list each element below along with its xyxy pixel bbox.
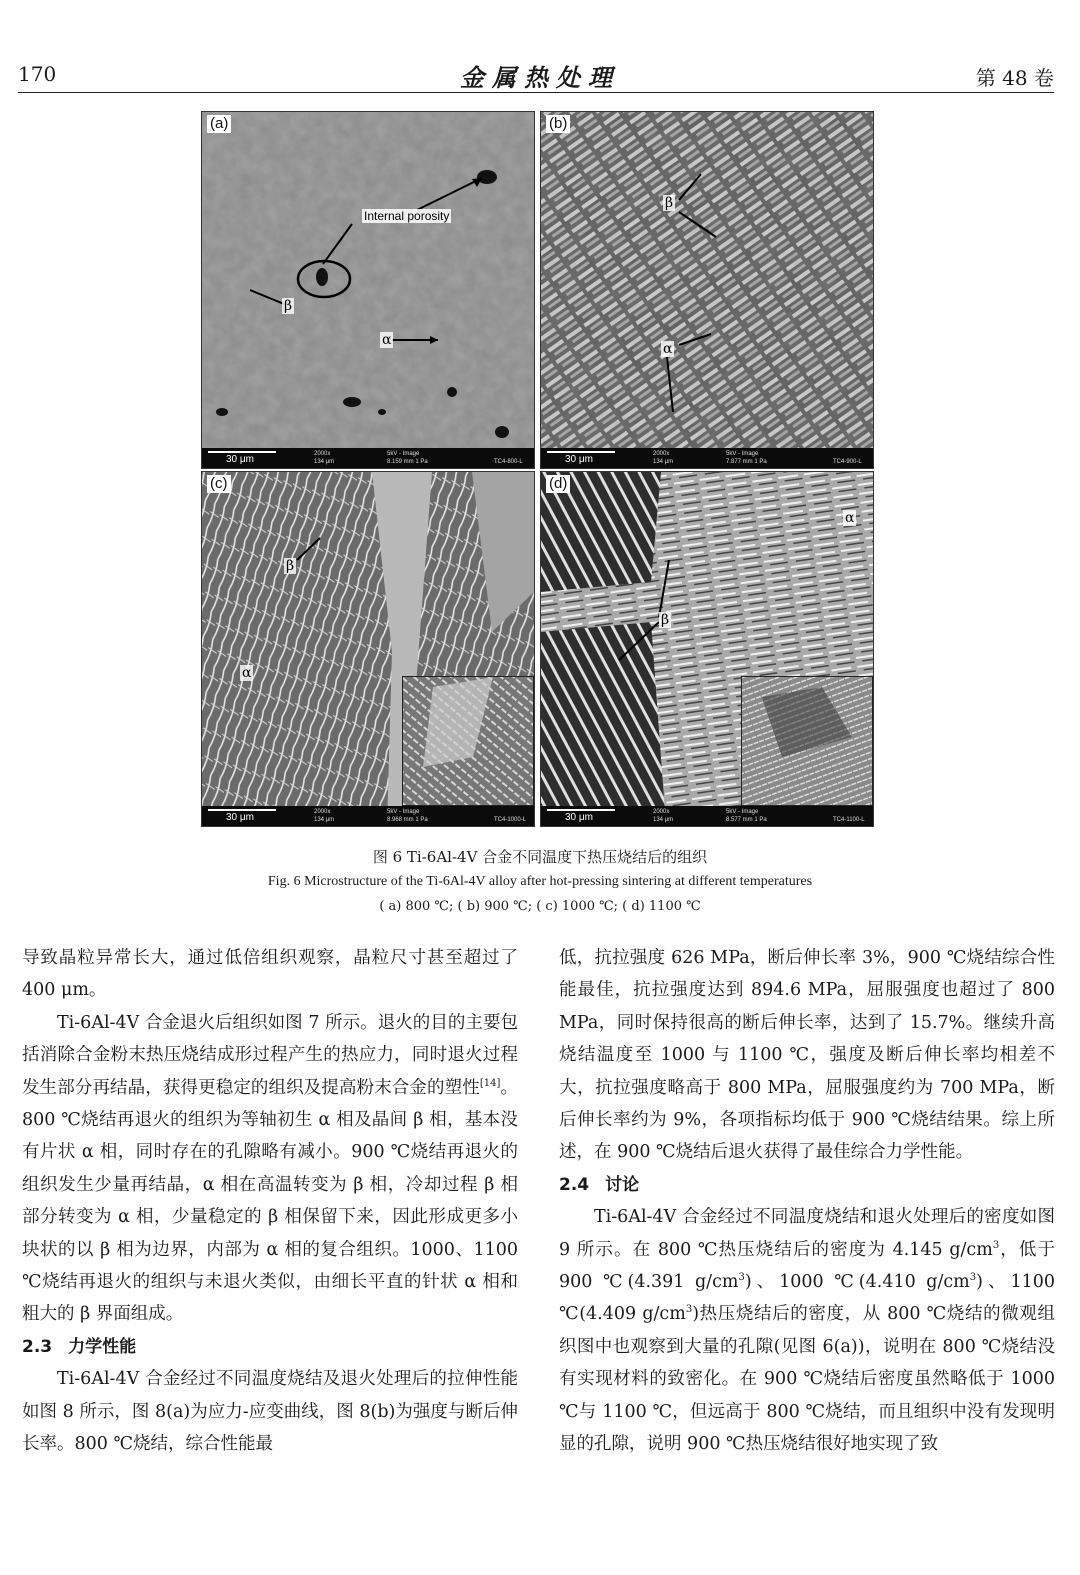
section-heading-2-4: 2.4 讨论	[559, 1174, 640, 1195]
volume-label: 第 48 卷	[975, 66, 1054, 90]
right-column	[559, 942, 1055, 1461]
sem-info-bar-d: 30 μm 2000x 134 μm 5kV - Image 8.577 mm 1 Pa TC4-1100-L	[541, 806, 873, 826]
phase-beta-label-c: β	[286, 558, 295, 574]
micrograph-b-image	[541, 112, 873, 468]
micrograph-a-image	[202, 112, 534, 468]
figure-panel-b	[540, 111, 874, 469]
page-number: 170	[18, 62, 57, 86]
panel-label-c: (c)	[207, 475, 231, 493]
panel-label-b: (b)	[546, 115, 570, 133]
figure-panel-d	[540, 471, 874, 827]
phase-alpha-label-d: α	[845, 510, 855, 526]
citation-ref: [14]	[479, 1077, 501, 1089]
panel-label-d: (d)	[546, 475, 570, 493]
journal-title: 金属热处理	[460, 63, 620, 92]
phase-beta-label-b: β	[665, 195, 674, 211]
panel-label-a: (a)	[207, 115, 231, 133]
paragraph-mechanical: Ti-6Al-4V 合金经过不同温度烧结及退火处理后的拉伸性能如图 8 所示，图 8(a)为应力-应变曲线，图 8(b)为强度与断后伸长率。800 ℃烧结，综合性能最	[22, 1369, 518, 1455]
sem-info-bar-a: 30 μm 2000x 134 μm 5kV - Image 8.159 mm 1 Pa TC4-800-L	[202, 448, 534, 468]
figure-caption-cn: 图 6 Ti-6Al-4V 合金不同温度下热压烧结后的组织	[372, 848, 708, 866]
paragraph-discussion: Ti-6Al-4V 合金经过不同温度烧结和退火处理后的密度如图 9 所示。在 800 ℃热压烧结后的密度为 4.145 $g/cm^3$，低于 900 ℃(4.391 $g/cm^3$)、1000 ℃(4.410 $g/cm^3$)、1100 ℃(4.409 $g/cm^3$)热压烧结后的密度，从 800 ℃烧结的微观组织图中也观察到大量的孔隙(见图 6(a))，说明在 800 ℃烧结没有实现材料的致密化。在 900 ℃烧结后密度虽然略低于 1000 ℃与 1100 ℃，但远高于 800 ℃烧结，而且组织中没有发现明显的孔隙，说明 900 ℃热压烧结很好地实现了致	[559, 1207, 1055, 1455]
paragraph: 导致晶粒异常长大，通过低倍组织观察，晶粒尺寸甚至超过了 400 μm。	[22, 948, 518, 1001]
figure-caption-en: Fig. 6 Microstructure of the Ti-6Al-4V alloy after hot-pressing sintering at different temperatures	[267, 874, 813, 889]
internal-porosity-callout: Internal porosity	[364, 209, 450, 223]
figure-caption-sub: ( a) 800 ℃; ( b) 900 ℃; ( c) 1000 ℃; ( d) 1100 ℃	[379, 899, 701, 914]
sem-info-bar-c: 30 μm 2000x 134 μm 5kV - Image 8.968 mm 1 Pa TC4-1000-L	[202, 806, 534, 826]
phase-alpha-label-b: α	[663, 341, 673, 357]
inset-micrograph-d	[741, 676, 873, 806]
phase-alpha-label-a: α	[382, 332, 392, 348]
sem-info-bar-b: 30 μm 2000x 134 μm 5kV - Image 7.877 mm 1 Pa TC4-900-L	[541, 448, 873, 468]
inset-micrograph-c	[402, 676, 534, 806]
phase-beta-label-a: β	[284, 298, 293, 314]
phase-alpha-label-c: α	[242, 665, 252, 681]
paragraph: 低，抗拉强度 626 MPa，断后伸长率 3%，900 ℃烧结综合性能最佳，抗拉强度达到 894.6 MPa，屈服强度也超过了 800 MPa，同时保持很高的断后伸长率，达到了 15.7%。继续升高烧结温度至 1000 与 1100 ℃，强度及断后伸长率均相差不大，抗拉强度略高于 800 MPa，屈服强度约为 700 MPa，断后伸长率约为 9%，各项指标均低于 900 ℃烧结结果。综上所述，在 900 ℃烧结后退火获得了最佳综合力学性能。	[559, 948, 1055, 1163]
phase-beta-label-d: β	[661, 612, 670, 628]
section-heading-2-3: 2.3 力学性能	[22, 1336, 137, 1357]
paragraph-annealing: Ti-6Al-4V 合金退火后组织如图 7 所示。退火的目的主要包括消除合金粉末热压烧结成形过程产生的热应力，同时退火过程发生部分再结晶，获得更稳定的组织及提高粉末合金的塑性[14]。800 ℃烧结再退火的组织为等轴初生 α 相及晶间 β 相，基本没有片状 α 相，同时存在的孔隙略有减小。900 ℃烧结再退火的组织发生少量再结晶，α 相在高温转变为 β 相，冷却过程 β 相部分转变为 α 相，少量稳定的 β 相保留下来，因此形成更多小块状的以 β 相为边界，内部为 α 相的复合组织。1000、1100 ℃烧结再退火的组织与未退火类似，由细长平直的针状 α 相和粗大的 β 界面组成。	[22, 1012, 519, 1325]
left-column	[22, 942, 518, 1461]
header-rule	[18, 92, 1054, 93]
figure-panel-c	[201, 471, 535, 827]
figure-panel-a	[201, 111, 535, 469]
